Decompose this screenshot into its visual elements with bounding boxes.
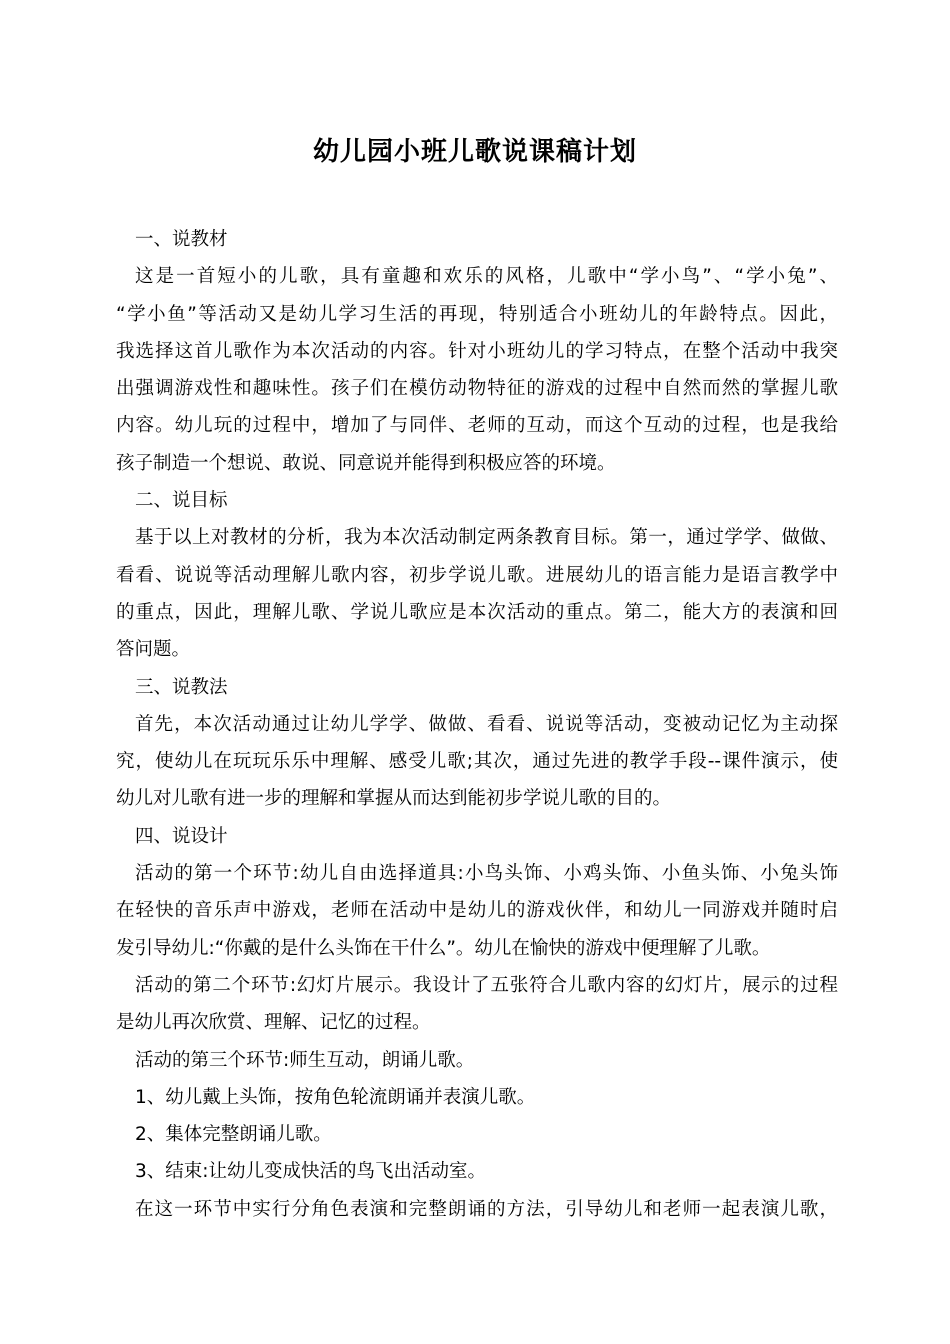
document-body	[116, 221, 838, 1228]
text-line: 幼儿对儿歌有进一步的理解和掌握从而达到能初步学说儿歌的目的。	[116, 788, 672, 810]
text-line: 是幼儿再次欣赏、理解、记忆的过程。	[116, 1012, 431, 1034]
text-line: 一、说教材	[135, 229, 228, 250]
text-line: 在这一环节中实行分角色表演和完整朗诵的方法，引导幼儿和老师一起表演儿歌，	[135, 1198, 838, 1220]
text-line: 答问题。	[116, 639, 191, 661]
text-line: 的重点，因此，理解儿歌、学说儿歌应是本次活动的重点。第二，能大方的表演和回	[116, 601, 838, 623]
text-line: 出强调游戏性和趣味性。孩子们在模仿动物特征的游戏的过程中自然而然的掌握儿歌	[116, 378, 838, 400]
document-title: 幼儿园小班儿歌说课稿计划	[312, 137, 637, 167]
text-line: 基于以上对教材的分析，我为本次活动制定两条教育目标。第一，通过学学、做做、	[135, 527, 838, 549]
text-line: 发引导幼儿:“你戴的是什么头饰在干什么”。幼儿在愉快的游戏中便理解了儿歌。	[116, 937, 771, 959]
text-line: 二、说目标	[135, 490, 228, 512]
text-line: 我选择这首儿歌作为本次活动的内容。针对小班幼儿的学习特点，在整个活动中我突	[116, 340, 838, 362]
text-line: 活动的第二个环节:幻灯片展示。我设计了五张符合儿歌内容的幻灯片，展示的过程	[135, 974, 838, 996]
text-line: 2、集体完整朗诵儿歌。	[135, 1124, 332, 1146]
text-line: 3、结束:让幼儿变成快活的鸟飞出活动室。	[135, 1161, 487, 1183]
text-line: 看看、说说等活动理解儿歌内容，初步学说儿歌。进展幼儿的语言能力是语言教学中	[116, 564, 838, 586]
text-line: 四、说设计	[135, 825, 228, 847]
text-line: 首先，本次活动通过让幼儿学学、做做、看看、说说等活动，变被动记忆为主动探	[135, 713, 838, 735]
text-line: “学小鱼”等活动又是幼儿学习生活的再现，特别适合小班幼儿的年龄特点。因此，	[116, 303, 838, 325]
text-line: 孩子制造一个想说、敢说、同意说并能得到积极应答的环境。	[116, 452, 616, 474]
text-line: 内容。幼儿玩的过程中，增加了与同伴、老师的互动，而这个互动的过程，也是我给	[116, 415, 838, 437]
text-line: 究，使幼儿在玩玩乐乐中理解、感受儿歌;其次，通过先进的教学手段--课件演示，使	[116, 751, 838, 773]
text-line: 这是一首短小的儿歌，具有童趣和欢乐的风格，儿歌中“学小鸟”、“学小兔”、	[135, 266, 838, 288]
text-line: 活动的第一个环节:幼儿自由选择道具:小鸟头饰、小鸡头饰、小鱼头饰、小兔头饰	[135, 863, 838, 885]
text-line: 三、说教法	[135, 676, 228, 698]
text-line: 1、幼儿戴上头饰，按角色轮流朗诵并表演儿歌。	[135, 1086, 536, 1108]
text-line: 在轻快的音乐声中游戏，老师在活动中是幼儿的游戏伙伴，和幼儿一同游戏并随时启	[116, 900, 838, 922]
text-line: 活动的第三个环节:师生互动，朗诵儿歌。	[135, 1049, 475, 1071]
